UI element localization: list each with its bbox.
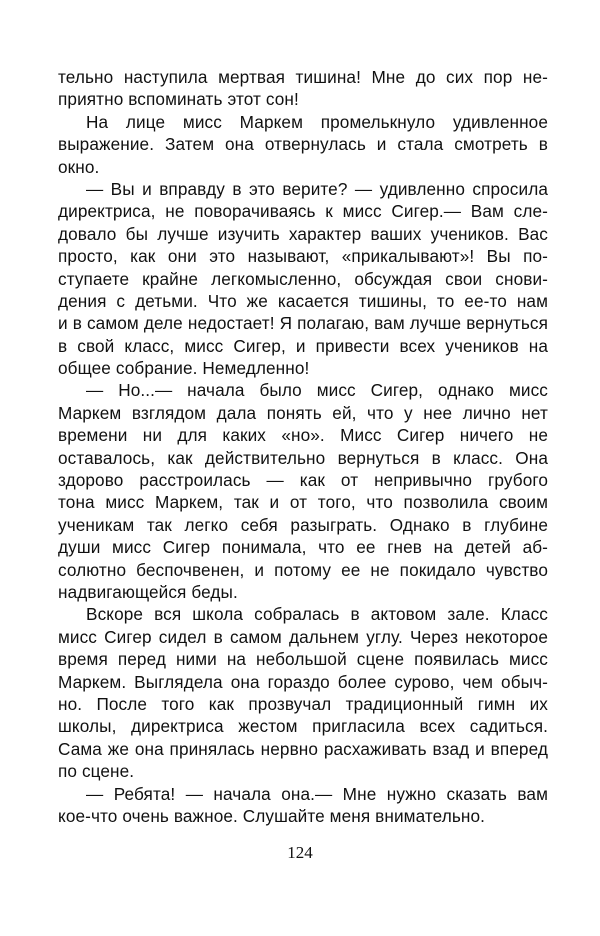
text-line: оставалось, как действительно вернуться в класс. Она: [58, 447, 548, 468]
text-line: директриса, не поворачиваясь к мисс Сигер.— Вам сле-: [58, 201, 548, 222]
text-line: надвигающейся беды.: [58, 581, 238, 602]
text-line: окно.: [58, 156, 100, 177]
text-line: мисс Сигер сидел в самом дальнем углу. Через некоторое: [58, 626, 548, 647]
text-line: кое-что очень важное. Слушайте меня внимательно.: [58, 805, 486, 826]
page-number: 124: [287, 843, 313, 862]
text-line: время перед ними на небольшой сцене появилась мисс: [58, 649, 548, 670]
text-line: — Вы и вправду в это верите? — удивленно спросила: [86, 178, 548, 199]
text-line: но. После того как прозвучал традиционный гимн их: [58, 693, 548, 714]
text-line: — Но...— начала было мисс Сигер, однако мисс: [86, 380, 548, 401]
page-body-text: [58, 66, 548, 827]
text-line: времени ни для каких «но». Мисс Сигер ничего не: [58, 425, 548, 446]
text-line: просто, как они это называют, «прикалывают»! Вы по-: [58, 246, 548, 267]
text-line: тельно наступила мертвая тишина! Мне до сих пор не-: [58, 67, 548, 87]
text-line: в свой класс, мисс Сигер, и привести всех учеников на: [58, 335, 548, 356]
text-line: Маркем взглядом дала понять ей, что у нее лично нет: [58, 402, 548, 423]
text-line: солютно беспочвенен, и потому ее не покидало чувство: [58, 559, 548, 580]
text-line: — Ребята! — начала она.— Мне нужно сказать вам: [86, 783, 548, 804]
text-line: ученикам так легко себя разыграть. Однако в глубине: [58, 514, 548, 535]
text-line: Вскоре вся школа собралась в актовом зале. Класс: [86, 604, 548, 625]
text-line: ступаете крайне легкомысленно, обсуждая свои снови-: [58, 268, 548, 289]
text-line: общее собрание. Немедленно!: [58, 358, 310, 379]
text-line: приятно вспоминать этот сон!: [58, 89, 299, 110]
text-line: и в самом деле недостает! Я полагаю, вам лучше вернуться: [58, 313, 548, 334]
text-line: здорово расстроилась — как от непривычно грубого: [58, 470, 548, 491]
text-line: тона мисс Маркем, так и от того, что позволила своим: [58, 492, 548, 513]
text-line: На лице мисс Маркем промелькнуло удивленное: [86, 111, 548, 132]
text-line: выражение. Затем она отвернулась и стала смотреть в: [58, 134, 548, 155]
text-line: довало бы лучше изучить характер ваших учеников. Вас: [58, 223, 548, 244]
text-line: школы, директриса жестом пригласила всех садиться.: [58, 716, 548, 737]
text-line: дения с детьми. Что же касается тишины, то ее-то нам: [58, 290, 548, 311]
text-line: Маркем. Выглядела она гораздо более сурово, чем обыч-: [58, 671, 548, 692]
text-line: по сцене.: [58, 761, 135, 782]
text-line: души мисс Сигер понимала, что ее гнев на детей аб-: [58, 537, 548, 558]
text-line: Сама же она принялась нервно расхаживать взад и вперед: [58, 738, 548, 759]
